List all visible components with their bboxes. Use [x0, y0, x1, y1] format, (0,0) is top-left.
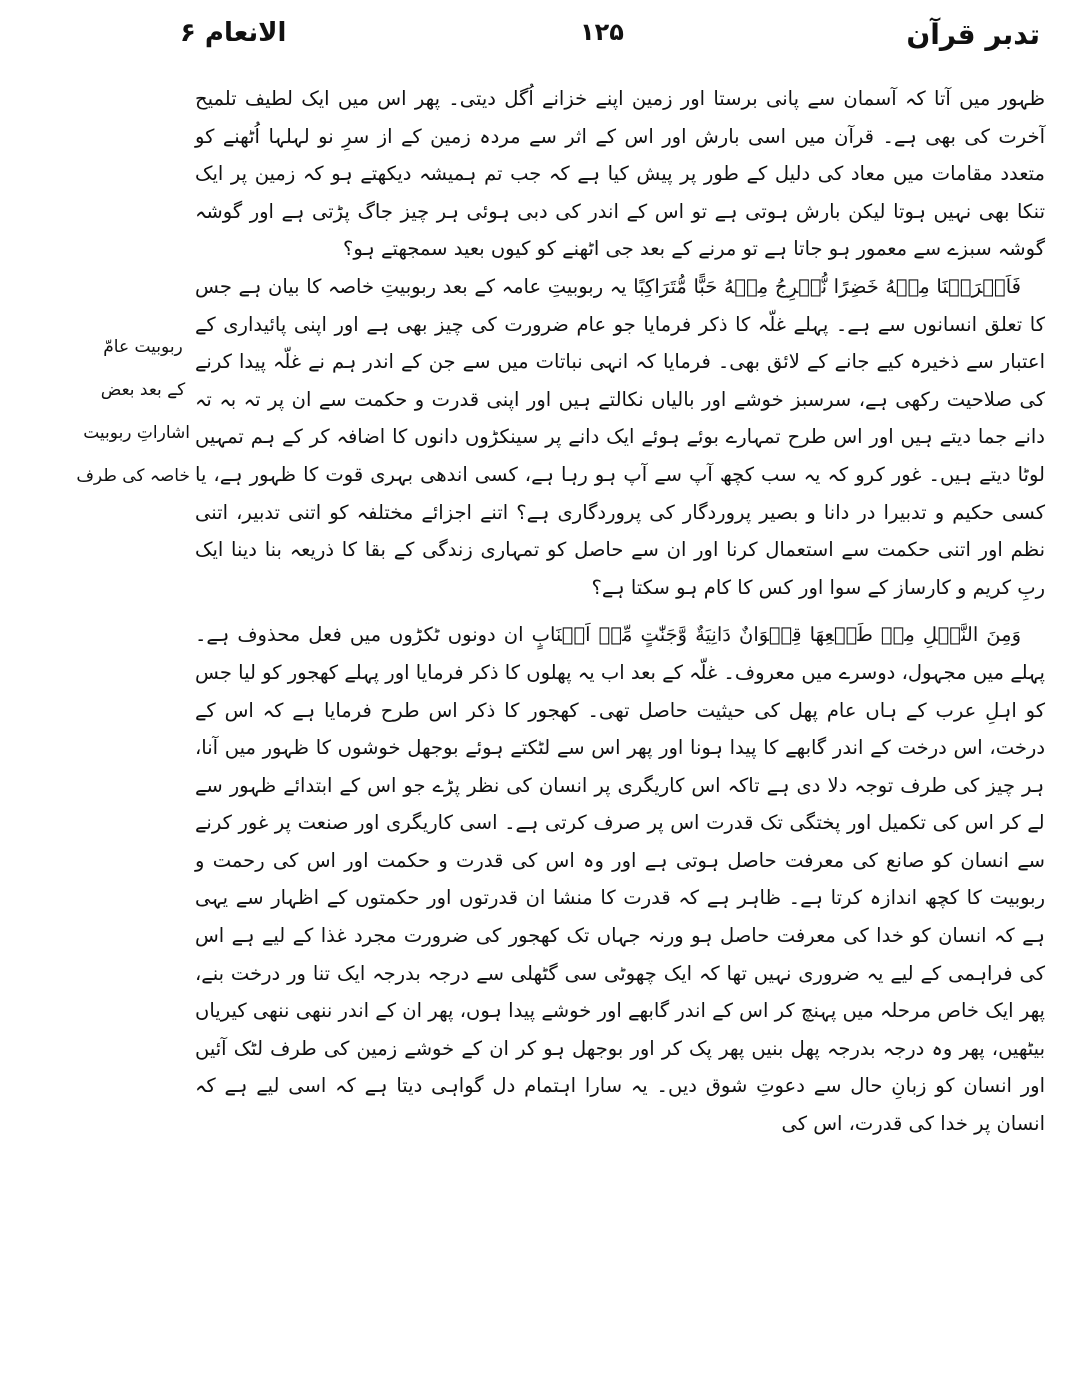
page-header [180, 18, 1040, 68]
quranic-quote: فَاَخۡرَجۡنَا مِنۡهُ خَضِرًا نُّخۡرِجُ مِنۡهُ حَبًّا مُّتَرَاكِبًا [626, 274, 1022, 298]
paragraph [195, 268, 1045, 606]
text-line: میں معاد کی دلیل کے طور پر پیش کیا ہے کہ جب تم ہمیشہ دیکھتے ہو کہ زمین پر ایک تنکا بھی نہیں ہوتا لیکن بارش [195, 162, 1045, 223]
text-line: کا کچھ اندازہ کرتا ہے۔ ظاہر ہے کہ قدرت کا منشا ان قدرتوں اور حکمتوں کے اظہار سے یہی ہے کہ انسان [195, 886, 1045, 948]
text-line: ہوتی ہے تو اس کے اندر کی دبی ہوئی ہر چیز جاگ پڑتی ہے اور گوشہ گوشہ سبزے سے معمور ہو جاتا ہے تو مرنے [195, 199, 1045, 261]
book-title: تدبر قرآن [906, 18, 1040, 51]
text-line: ظہور میں آتا کہ آسمان سے پانی برستا اور زمین اپنے خزانے اُگل دیتی۔ پھر اس میں ایک لطیف تلمیح آخرت [195, 87, 1045, 148]
text-line: یہ ربوبیتِ عامہ کے بعد ربوبیتِ خاصہ [321, 274, 627, 298]
text-line: کا بیان ہے جس کا تعلق انسانوں سے ہے۔ پہلے غلّہ کا ذکر فرمایا جو عام ضرورت کی چیز بھی ہے اور اپنی [195, 274, 1046, 336]
marginal-note-line: کے بعد بعض [100, 380, 186, 400]
text-line: و کارساز کے سوا اور کس کا کام ہو سکتا ہے؟ [591, 575, 967, 599]
paragraph [195, 616, 1045, 1142]
text-line: کے بعد جی اٹھنے کو کیوں بعید سمجھتے ہو؟ [342, 237, 693, 261]
text-line: سے انسان کو صانع کی معرفت حاصل ہوتی ہے اور وہ اس کی قدرت و حکمت اور اس کی رحمت و ربوبیت [195, 848, 1045, 910]
text-line: یہ ضروری نہیں تھا کہ ایک چھوٹی سی گٹھلی سے درجہ بدرجہ ایک تنا ور درخت بنے، پھر ایک خاص مرحلہ [195, 961, 1045, 1023]
text-line: ہے، یا کسی حکیم و تدبیرا در دانا و بصیر پروردگار کی پروردگاری ہے؟ اتنے اجزائے مختلفہ کو اتنی تدبیر، اتنی نظم [195, 462, 1045, 562]
paragraph [195, 80, 1045, 268]
text-line: ان دونوں ٹکڑوں میں فعل محذوف [229, 623, 524, 647]
text-line: پھل بنیں پھر پک کر اور بوجھل ہو کر ان کے خوشے زمین کی طرف لٹک آئیں اور انسان کو زبانِ حال سے [195, 1036, 1046, 1098]
text-line: کر کے ہم تمہیں لوٹا دیتے ہیں۔ غور کرو کہ یہ سب کچھ آپ سے آپ ہو رہا ہے، کسی اندھی بہری قوت کا ظہور [195, 425, 1045, 486]
text-line: کو خدا کی معرفت حاصل ہو ورنہ جہاں تک کھجور کی ضرورت مجرد غذا کے لیے ہے اس کی فراہمی کے لیے [195, 924, 1045, 985]
quranic-quote: وَمِنَ النَّخۡلِ مِنۡ طَلۡعِهَا قِنۡوَانٌ دَانِيَةٌ وَّجَنّٰتٍ مِّنۡ اَعۡنَابٍ [523, 623, 1021, 647]
marginal-note-line: ربوبیت عامّ [103, 337, 183, 357]
page-number: ۱۲۵ [580, 18, 624, 46]
marginal-note-line: اشاراتِ ربوبیت [83, 423, 190, 443]
text-line: کو اہلِ عرب کے ہاں عام پھل کی حیثیت حاصل تھی۔ کھجور کا ذکر اس طرح فرمایا ہے کہ اس کے درخت، [195, 698, 1046, 760]
text-line: میں پہنچ کر اس کے اندر گابھے اور خوشے پیدا ہوں، پھر ان کے اندر ننھی ننھی کیریاں بیٹھیں، پھر وہ درجہ بدرجہ [195, 999, 1045, 1060]
surah-name: الانعام ۶ [180, 18, 287, 48]
text-line: اور اتنی حکمت سے استعمال کرنا اور ان سے حاصل کو تمہاری زندگی کے بقا کا ذریعہ بنا دینا ایک ربِ کریم [195, 538, 1045, 599]
marginal-note [76, 326, 190, 498]
text-line: ہے۔ پہلے میں مجہول، دوسرے میں معروف۔ غلّہ کے بعد اب یہ پھلوں کا ذکر فرمایا اور پہلے کھجور کو لیا جس [195, 623, 1045, 684]
text-line: غلّہ پیدا کرنے کی صلاحیت رکھی ہے، سرسبز خوشے اور بالیاں نکالتے ہیں اور اپنی قدرت و حکمت سے [195, 350, 1046, 411]
text-line: ان پر تہ بہ تہ دانے جما دیتے ہیں اور اس طرح تمہارے بوئے ہوئے ایک دانے پر سینکڑوں دانوں کا اضافہ [195, 387, 1045, 449]
body-text [195, 80, 1045, 1143]
text-line: چیز کی طرف توجہ دلا دی ہے تاکہ اس کاریگری پر انسان کی نظر پڑے جو اس کے ابتدائے ظہور سے [195, 773, 1015, 797]
text-line: اس درخت کے اندر گابھے کا پیدا ہونا اور پھر اس سے لٹکتے ہوئے بوجھل خوشوں کا ظہور میں آنا، ہر [195, 736, 1045, 797]
text-line: دعوتِ شوق دیں۔ یہ سارا اہتمام دل گواہی دیتا ہے کہ اسی لیے ہے کہ انسان پر خدا کی قدرت، اس کی [195, 1074, 1045, 1136]
marginal-note-line: خاصہ کی طرف [76, 466, 190, 486]
text-line: لے کر اس کی تکمیل اور پختگی تک قدرت اس پر صرف کرتی ہے۔ اسی کاریگری اور صنعت پر غور کرنے [195, 811, 1045, 835]
text-line: کی بھی ہے۔ قرآن میں اسی بارش اور اس کے اثر سے مردہ زمین کے از سرِ نو لہلہا اُٹھنے کو متعدد مقامات [195, 124, 1045, 186]
text-line: پائیداری کے اعتبار سے ذخیرہ کیے جانے کے لائق بھی۔ فرمایا کہ انہی نباتات میں سے جن کے اندر ہم نے [195, 312, 1045, 374]
